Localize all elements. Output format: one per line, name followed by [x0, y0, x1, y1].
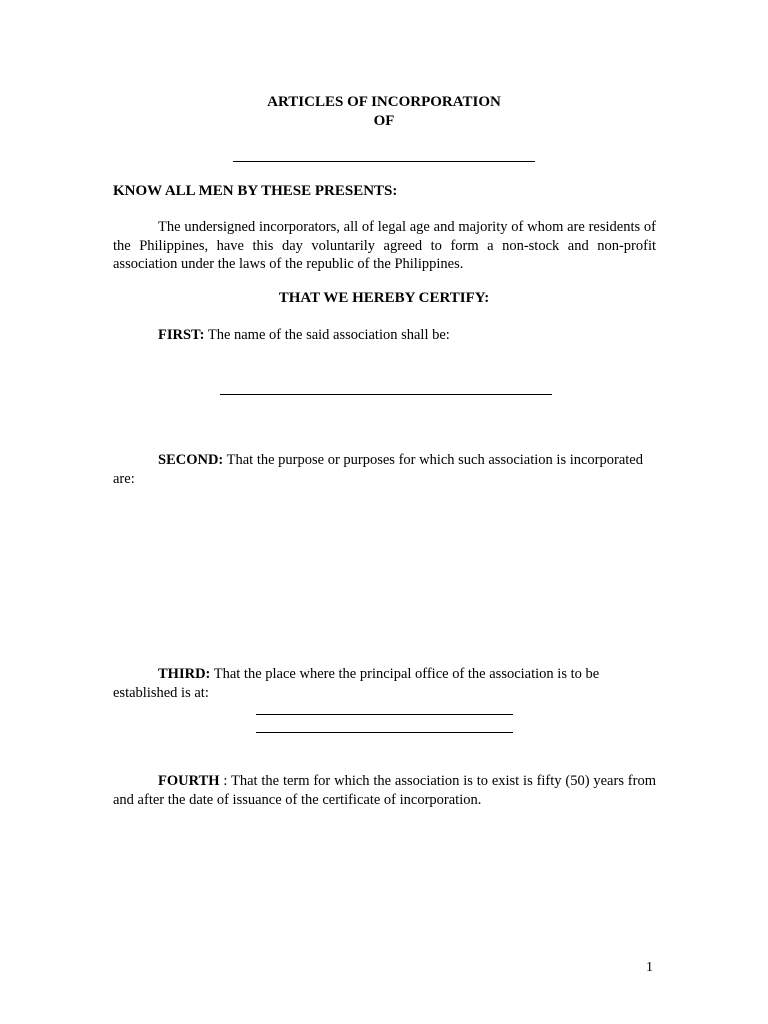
- certify-heading: THAT WE HEREBY CERTIFY:: [278, 290, 490, 306]
- know-all-heading: KNOW ALL MEN BY THESE PRESENTS:: [113, 183, 398, 199]
- document-title-line2: OF: [373, 113, 395, 129]
- second-text: That the purpose or purposes for which such association is incorporated are:: [113, 452, 643, 487]
- third-article: [113, 665, 656, 702]
- second-article: [113, 451, 656, 488]
- first-article: [113, 326, 656, 345]
- intro-paragraph: [113, 218, 656, 274]
- second-label: SECOND:: [158, 452, 224, 468]
- document-title-line1: ARTICLES OF INCORPORATION: [267, 94, 501, 110]
- third-label: THIRD:: [158, 666, 211, 682]
- intro-paragraph-text: The undersigned incorporators, all of legal age and majority of whom are residents of the Philippines, have this day voluntarily agreed to form a non-stock and non-profit association under the laws of the republic of the Philippines.: [113, 219, 656, 272]
- fourth-text: : That the term for which the association is to exist is fifty (50) years from and after the date of issuance of the certificate of incorporation.: [113, 773, 656, 808]
- page-number: 1: [646, 960, 653, 975]
- address-blank-line-1: [256, 714, 513, 715]
- fourth-label: FOURTH: [158, 773, 220, 789]
- third-text: That the place where the principal office of the association is to be established is at:: [113, 666, 600, 701]
- title-name-blank-line: [233, 161, 535, 162]
- address-blank-line-2: [256, 732, 513, 733]
- first-text: The name of the said association shall be:: [204, 327, 450, 343]
- first-label: FIRST:: [158, 327, 205, 343]
- fourth-article: [113, 772, 656, 809]
- association-name-blank-line: [220, 394, 552, 395]
